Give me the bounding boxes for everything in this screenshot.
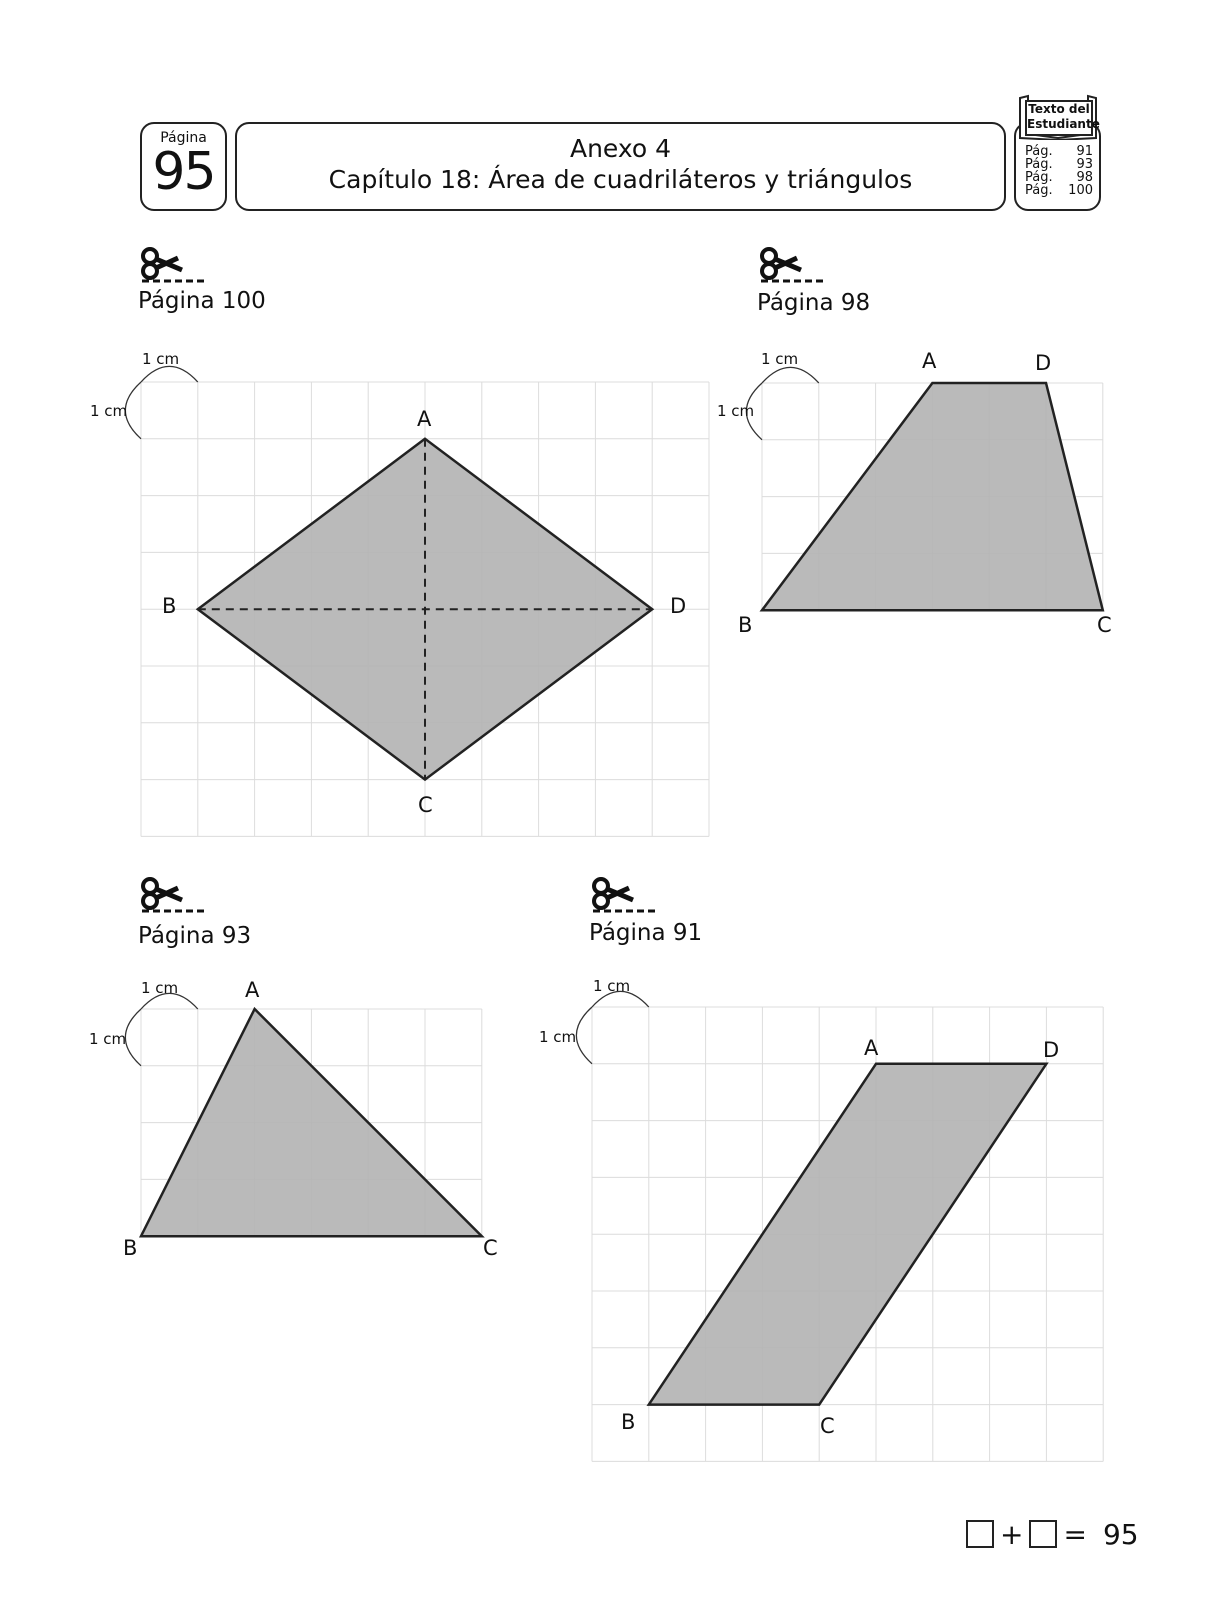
vertex-label: A xyxy=(922,349,937,373)
unit-bracket xyxy=(141,366,198,382)
page-ref: Pág. 93 xyxy=(1025,157,1093,172)
unit-label: 1 cm xyxy=(89,1030,127,1048)
vertex-label: B xyxy=(738,613,753,637)
vertex-label: D xyxy=(670,594,687,618)
unit-bracket xyxy=(762,367,819,383)
book-label-line2: Estudiante xyxy=(1027,117,1100,131)
unit-label: 1 cm xyxy=(90,402,128,420)
vertex-label: A xyxy=(245,978,260,1002)
vertex-label: D xyxy=(1035,351,1052,375)
unit-label: 1 cm xyxy=(761,350,799,368)
vertex-label: B xyxy=(162,594,177,618)
unit-label: 1 cm xyxy=(539,1028,577,1046)
page-footer xyxy=(966,1516,1139,1552)
unit-bracket xyxy=(576,1007,592,1064)
vertex-label: A xyxy=(864,1036,879,1060)
unit-label: 1 cm xyxy=(142,350,180,368)
unit-label: 1 cm xyxy=(717,402,755,420)
blank-square xyxy=(1029,1520,1057,1548)
plus-sign: + xyxy=(1000,1517,1024,1551)
vertex-label: C xyxy=(820,1414,835,1438)
vertex-label: C xyxy=(1097,613,1112,637)
footer-number: 95 xyxy=(1102,1517,1139,1551)
vertex-label: B xyxy=(621,1410,636,1434)
book-label-line1: Texto del xyxy=(1028,102,1090,116)
vertex-label: C xyxy=(483,1236,498,1260)
section-label: Página 91 xyxy=(589,920,703,946)
annex-title: Anexo 4 xyxy=(569,134,672,163)
vertex-label: B xyxy=(123,1236,138,1260)
vertex-label: C xyxy=(418,793,433,817)
page-label: Página xyxy=(160,130,207,146)
unit-label: 1 cm xyxy=(593,977,631,995)
vertex-label: A xyxy=(417,407,432,431)
unit-bracket xyxy=(125,382,141,439)
page-ref: Pág. 98 xyxy=(1025,170,1093,185)
page-ref: Pág. 100 xyxy=(1025,183,1093,198)
unit-bracket xyxy=(125,1009,141,1066)
unit-label: 1 cm xyxy=(141,979,179,997)
chapter-title: Capítulo 18: Área de cuadriláteros y triángulos xyxy=(328,165,913,194)
section-label: Página 98 xyxy=(757,290,871,316)
blank-square xyxy=(966,1520,994,1548)
section-label: Página 93 xyxy=(138,923,252,949)
page-number: 95 xyxy=(152,142,215,202)
page-ref: Pág. 91 xyxy=(1025,144,1093,159)
equals-sign: = xyxy=(1063,1517,1087,1551)
shapes xyxy=(141,383,1103,1405)
vertex-label: D xyxy=(1043,1038,1060,1062)
section-label: Página 100 xyxy=(138,288,266,314)
